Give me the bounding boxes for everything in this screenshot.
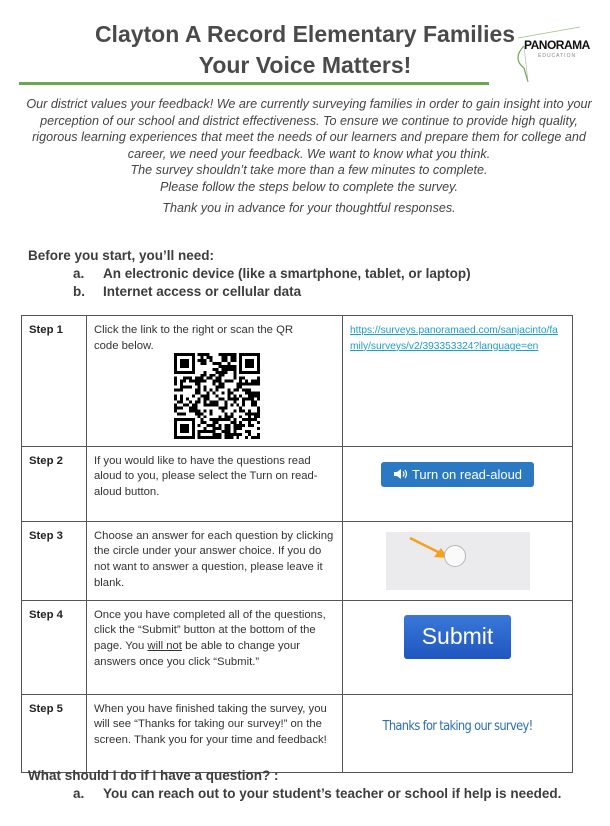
- step-label: Step 5: [22, 694, 87, 772]
- panorama-logo: [510, 24, 610, 84]
- requirements-heading: Before you start, you’ll need:: [28, 248, 215, 263]
- question-item: [28, 785, 561, 803]
- requirement-text: Internet access or cellular data: [103, 284, 302, 299]
- step-text: If you would like to have the questions read aloud to you, please select the Turn on read-aloud button.: [87, 446, 343, 521]
- step-row: [22, 446, 573, 521]
- page-subtitle: Your Voice Matters!: [198, 52, 412, 78]
- step-row: [22, 600, 573, 694]
- step-text: Click the link to the right or scan the QR code below.: [94, 324, 294, 352]
- step-row: [22, 694, 573, 772]
- header-divider: [19, 82, 489, 85]
- intro-instructions: Please follow the steps below to complete the survey.: [160, 179, 458, 194]
- read-aloud-label: Turn on read-aloud: [411, 466, 523, 482]
- step-instruction: [87, 316, 343, 447]
- requirement-item: [28, 265, 471, 283]
- step-label: Step 2: [22, 446, 87, 521]
- survey-link[interactable]: https://surveys.panoramaed.com/sanjacinto/family/surveys/v2/393353324?language=en: [350, 325, 558, 352]
- requirement-text: An electronic device (like a smartphone, tablet, or laptop): [103, 266, 471, 281]
- radio-example: [386, 532, 530, 590]
- intro-duration: The survey shouldn’t take more than a few minutes to complete.: [130, 163, 488, 177]
- requirement-item: [28, 283, 471, 301]
- intro-thanks: Thank you in advance for your thoughtful responses.: [162, 201, 456, 215]
- intro-paragraph: Our district values your feedback! We are currently surveying families in order to gain insight into your perception of our school and district effectiveness. To ensure we continue to provide high quality, rigorous learning experiences that meet the needs of our learners and prepare them for college and career, we need your feedback. We want to know what you think.: [26, 97, 592, 161]
- page-title: Clayton A Record Elementary Families: [94, 21, 516, 47]
- answer-radio[interactable]: [444, 545, 466, 567]
- logo-subtitle: EDUCATION: [538, 53, 577, 59]
- step-visual: [343, 521, 573, 600]
- question-text: You can reach out to your student’s teacher or school if help is needed.: [103, 786, 562, 801]
- step-instruction: [87, 600, 343, 694]
- step-label: Step 4: [22, 600, 87, 694]
- questions-heading: What should I do if I have a question? :: [28, 768, 279, 783]
- intro-text: [24, 96, 594, 217]
- step-text: be able to change your answers once you click “Submit.”: [94, 640, 301, 668]
- step-text: When you have finished taking the survey, you will see “Thanks for taking our survey!” on the screen. Thank you for your time and feedback!: [87, 694, 343, 772]
- list-marker: a.: [73, 266, 85, 281]
- speaker-icon: [393, 468, 409, 480]
- step-text: Choose an answer for each question by clicking the circle under your answer choice. If you do not want to answer a question, please leave it blank.: [87, 521, 343, 600]
- step-label: Step 1: [22, 316, 87, 447]
- thanks-message: Thanks for taking our survey!: [382, 717, 533, 734]
- step-visual: [343, 600, 573, 694]
- step-text: Once you have completed all of the questions, click the “Submit” button at the bottom of the page. You: [94, 608, 326, 653]
- questions-section: [28, 767, 561, 803]
- submit-button[interactable]: Submit: [404, 615, 511, 659]
- step-visual: [343, 316, 573, 447]
- list-marker: a.: [73, 786, 85, 801]
- step-text-emphasis: will not: [147, 640, 182, 653]
- qr-code[interactable]: [174, 353, 260, 439]
- requirements-section: [28, 247, 471, 301]
- step-visual: [343, 694, 573, 772]
- step-row: [22, 316, 573, 447]
- list-marker: b.: [73, 284, 85, 299]
- steps-table: [21, 315, 573, 773]
- read-aloud-button[interactable]: [381, 462, 534, 488]
- logo-name: PANORAMA: [524, 38, 590, 52]
- step-visual: [343, 446, 573, 521]
- step-row: [22, 521, 573, 600]
- step-label: Step 3: [22, 521, 87, 600]
